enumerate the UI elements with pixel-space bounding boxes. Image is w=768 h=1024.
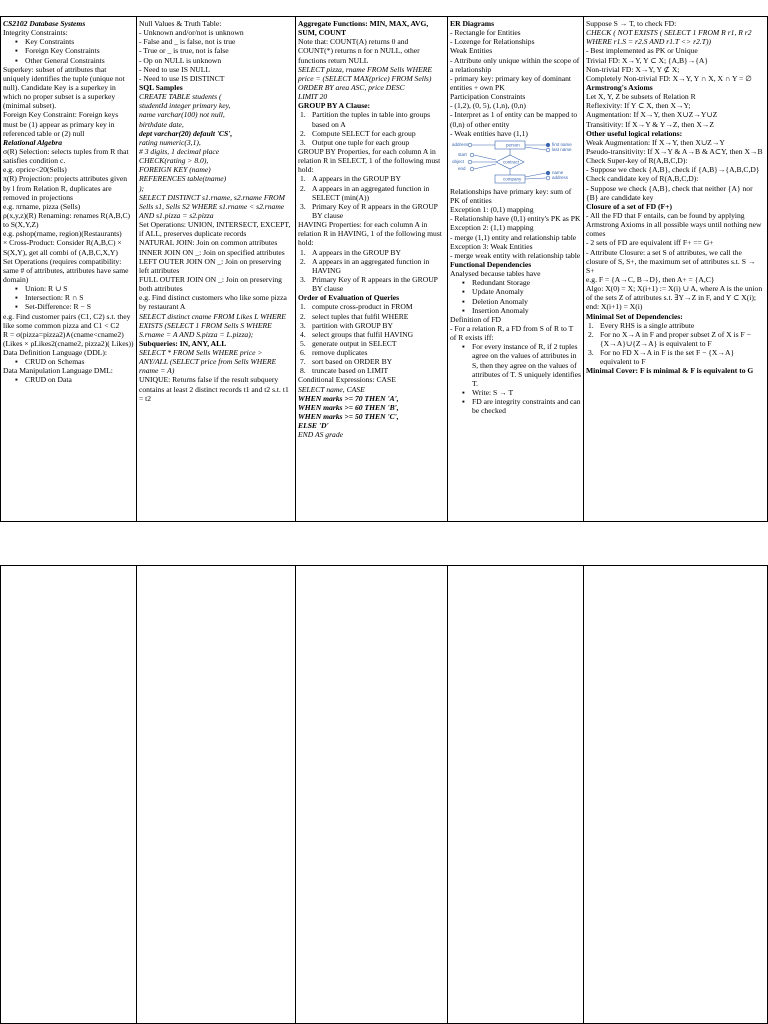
col2-line-8: CREATE TABLE students ( [139,92,222,102]
column-4 [447,16,583,522]
list-text: remove duplicates [312,348,368,358]
list-text: truncate based on LIMIT [312,366,389,376]
col4-line-26: ▪ For every instance of R, if 2 tuples agree on the values of attributes in S, then they agree on the values of attributes of T. S uniquely identifies T. [450,342,581,388]
col4-line-22: ▪ Deletion Anomaly [450,297,581,306]
er-relationship: contract [503,159,520,165]
col5-line-23: Algo: X(0) = X; X(i+1) := X(i) ∪ A, where A is the union of the sets Z of attributes s.t. ∃Y→Z in F, and Y ⊂ X(i); end: X(i+1) = X(i) [586,284,763,312]
col2-line-13: rating numeric(3,1), [139,137,201,147]
list-text: Every RHS is a single attribute [600,320,695,330]
list-text: A appears in an aggregated function in HAVING [312,256,430,275]
col1-line-15: Set Operations (requires compatibility: same # of attributes, attributes have same domain) [3,256,129,284]
col4-line-13: - Relationship have (0,1) entity's PK as PK [450,214,581,224]
col5-line-25 [586,321,765,330]
col4-line-19: Analysed because tables have [450,269,541,279]
empty-column-5 [583,565,768,1024]
cheatsheet-page-top [0,16,768,522]
list-text: Primary Key of R appears in the GROUP BY clause [312,201,438,220]
col1-line-18: ▪ Set-Difference: R − S [3,302,134,311]
col5-line-19: - All the FD that F entails, can be found by applying Armstrong Axioms in all possible ways until nothing new comes [586,210,762,239]
col5-line-5: Completely Non-trivial FD: X→Y, Y ∩ X, X ∩ Y = ∅ [586,73,752,83]
col4-line-28: ▪ FD are integrity constraints and can be checked [450,397,581,415]
col3-line-32: END AS grade [298,430,343,440]
col3-line-5: GROUP BY A Clause: [298,101,371,111]
col4-line-1: - Rectangle for Entities [450,28,521,38]
col5-line-17: - Suppose we check {A,B}, check that neither {A} nor {B} are candidate key [586,183,753,202]
col5-line-18: Closure of a set of FD (F+) [586,201,673,211]
er-label-right-3: address [552,174,569,180]
col2-line-3: - True or _ is true, not is false [139,46,229,56]
list-text: Compute SELECT for each group [312,128,416,138]
empty-column-4 [447,565,583,1024]
er-entity-0: person [506,142,520,148]
er-diagram [450,140,578,184]
col5-line-21: - Attribute Closure: a set S of attributes, we call the closure of S, S+, the maximum set of attributes s.t. S → S+ [586,247,756,275]
empty-column-2 [136,565,295,1024]
col3-line-31: ELSE 'D' [298,421,329,431]
col4-line-6: Participation Constraints [450,92,526,102]
col3-line-15 [298,257,445,275]
empty-column-1 [0,565,136,1024]
list-text: A appears in an aggregated function in SELECT (min(A)) [312,183,430,202]
col3-line-3: ORDER BY area ASC, price DESC [298,82,405,92]
col2-line-25: e.g. Find distinct customers who like some pizza by restaurant A [139,293,287,312]
col2-line-4: - Op on NULL is unknown [139,55,222,65]
col5-line-6: Armstrong's Axioms [586,82,653,92]
col3-line-0: Aggregate Functions: MIN, MAX, AVG, SUM, COUNT [298,19,429,38]
er-label-right-2: name [552,169,564,175]
er-entity-1: company [503,176,522,182]
list-text: Partition the tuples in table into groups based on A [312,110,431,129]
col4-line-21: ▪ Update Anomaly [450,287,581,296]
col2-line-5: - Need to use IS NULL [139,64,211,74]
col5-line-28: Minimal Cover: F is minimal & F is equivalent to G [586,366,754,376]
col1-line-7: Relational Algebra [3,137,62,147]
col2-line-10: name varchar(100) not null, [139,110,225,120]
col5-line-20: - 2 sets of FD are equivalent iff F+ == G+ [586,238,714,248]
col3-line-7 [298,129,445,138]
col1-line-9: e.g. σprice<20(Sells) [3,165,67,175]
col1-line-14: × Cross-Product: Consider R(A,B,C) × S(X,Y), get all combi of (A,B,C,X,Y) [3,238,122,257]
col5-line-2: - Best implemented as PK or Unique [586,46,698,56]
col3-line-17: Order of Evaluation of Queries [298,293,400,303]
list-text: A appears in the GROUP BY [312,247,401,257]
er-attr-dot [546,143,550,147]
col3-line-6 [298,110,445,128]
col3-line-22 [298,339,445,348]
column-5 [583,16,768,522]
col1-line-11: e.g. πrname, pizza (Sells) [3,201,81,211]
col2-line-2: - False and _ is false, not is true [139,37,236,47]
list-number: 1. [300,302,306,312]
col3-line-25 [298,366,445,375]
col2-line-0: Null Values & Truth Table: [139,19,222,28]
col2-line-29: UNIQUE: Returns false if the result subquery contains at least 2 distinct records t1 and t2 s.t. t1 = t2 [139,375,289,403]
col5-line-7: Let X, Y, Z be subsets of Relation R [586,92,696,102]
col4-line-25: - For a relation R, a FD from S of R to T of R exists iff: [450,323,574,343]
col3-line-1: Note that: COUNT(A) returns 0 and COUNT(*) returns n for n NULL, other functions return NULL [298,37,420,65]
col1-line-8: σ(R) Selection: selects tuples from R that satisfies condition c. [3,146,129,166]
col5-line-22: e.g. F = {A→C, B→D}, then A+ = {A,C} [586,274,715,284]
col5-line-14: Check Super-key of R(A,B,C,D): [586,156,688,166]
col1-line-19: e.g. Find customer pairs (C1, C2) s.t. they like some common pizza and C1 < C2 [3,311,131,330]
col2-line-26: SELECT distinct cname FROM Likes L WHERE EXISTS (SELECT 1 FROM Sells S WHERE S.rname = A AND S.pizza = L.pizza); [139,311,286,339]
list-number: 1. [300,247,306,257]
col2-line-22: INNER JOIN ON _: Join on specified attributes [139,247,285,257]
col2-line-1: - Unknown and/or/not is unknown [139,28,244,38]
col2-line-15: CHECK(rating > 8.0), [139,156,209,166]
col2-line-27: Subqueries: IN, ANY, ALL [139,338,227,348]
list-text: select groups that fulfil HAVING [312,329,414,339]
col3-line-16 [298,275,445,293]
col4-line-9: - Weak entities have (1,1) [450,128,528,138]
col5-line-26 [586,330,765,348]
col2-line-14: # 3 digits, 1 decimal place [139,146,220,156]
col4-line-18: Functional Dependencies [450,259,532,269]
col1-line-20: R = σ(pizza=pizza2)∧(cname<cname2) (Likes × ρLikes2(cname2, pizza2)( Likes)) [3,329,134,348]
col2-line-28: SELECT * FROM Sells WHERE price > ANY/ALL (SELECT price from Sells WHERE rname = A) [139,348,277,376]
list-number: 1. [588,320,594,330]
col5-line-24: Minimal Set of Dependencies: [586,311,683,321]
col4-line-3: Weak Entities [450,46,493,56]
col4-line-0: ER Diagrams [450,19,495,28]
list-number: 3. [300,137,306,147]
col5-line-16: Check candidate key of R(A,B,C,D): [586,174,699,184]
col4-line-8: - Interpret as 1 of entity can be mapped to (0,n) of other entity [450,110,578,129]
col3-line-14 [298,248,445,257]
col2-line-19: SELECT DISTINCT s1.rname, s2.rname FROM Sells s1, Sells S2 WHERE s1.rname < s2.rname AND s1.pizza = s2.pizza [139,192,285,220]
col3-line-19 [298,312,445,321]
col3-line-20 [298,321,445,330]
list-number: 1. [300,174,306,184]
col2-line-12: dept varchar(20) default 'CS', [139,128,233,138]
col5-line-0: Suppose S → T, to check FD: [586,19,677,28]
list-number: 8. [300,366,306,376]
list-number: 2. [588,329,594,339]
col3-line-27: SELECT name, CASE [298,384,365,394]
list-number: 6. [300,348,306,358]
col1-line-1: Integrity Constraints: [3,28,68,38]
col2-line-24: FULL OUTER JOIN ON _: Join on preserving both attributes [139,274,282,294]
col4-line-14: Exception 2: (1,1) mapping [450,223,534,233]
col4-line-15: - merge (1,1) entity and relationship table [450,232,577,242]
col2-line-11: birthdate date, [139,119,184,129]
col3-line-9: GROUP BY Properties, for each column A in relation R in SELECT, 1 of the following must hold: [298,146,441,175]
col3-line-26: Conditional Expressions: CASE [298,375,396,385]
col3-line-13: HAVING Properties: for each column A in relation R in HAVING, 1 of the following must hold: [298,220,442,248]
col5-line-8: Reflexivity: If Y ⊂ X, then X→Y; [586,101,691,111]
col2-line-17: REFERENCES table(tname) [139,174,227,184]
er-label-right-0: first name [552,141,572,147]
col1-line-6: Foreign Key Constraint: Foreign keys must be (1) appear as primary key in referenced table or (2) null [3,110,119,138]
col3-line-23 [298,348,445,357]
col4-line-27: ▪ Write: S → T [450,388,581,397]
col2-line-21: NATURAL JOIN: Join on common attributes [139,238,278,248]
col1-line-0: CS2102 Database Systems [3,19,86,28]
list-number: 3. [300,201,306,211]
col1-line-23: Data Manipulation Language DML: [3,366,113,376]
col1-line-12: ρ(x,y,z)(R) Renaming: renames R(A,B,C) to S(X,Y,Z) [3,210,131,230]
col4-line-2: - Lozenge for Relationships [450,37,535,47]
list-text: For no X→A in F and proper subset Z of X is F − {X→A}∪{Z→A} is equivalent to F [600,329,751,348]
col1-line-2: ▪ Key Constraints [3,37,134,46]
col1-line-16: ▪ Union: R ∪ S [3,284,134,293]
col1-line-22: ▪ CRUD on Schemas [3,357,134,366]
col1-line-21: Data Definition Language (DDL): [3,348,107,358]
list-number: 5. [300,338,306,348]
col5-line-27 [586,348,765,366]
er-label-right-1: last name [552,146,572,152]
col4-line-20: ▪ Redundant Storage [450,278,581,287]
col2-line-6: - Need to use IS DISTINCT [139,73,225,83]
col5-line-12: Weak Augmentation: If X→Y, then X∪Z→Y [586,137,725,147]
col4-line-5: - primary key: primary key of dominant entities + own PK [450,73,572,92]
col4-line-7: - (1,2), (0, 5), (1,n), (0,n) [450,101,526,111]
cheatsheet-page-bottom-empty [0,565,768,1024]
col1-line-13: e.g. ρshop(rname, region)(Restaurants) [3,229,122,239]
er-attr-circle [468,143,472,147]
col4-line-4: - Attribute only unique within the scope of a relationship [450,55,580,74]
col5-line-4: Non-trivial FD: X→Y, Y ⊄ X; [586,64,680,74]
list-text: generate output in SELECT [312,338,397,348]
list-number: 2. [300,256,306,266]
er-label-left-1: start [458,151,467,157]
col1-line-4: ▪ Other General Constraints [3,56,134,65]
er-label-left-3: end [458,165,466,171]
col2-line-9: studentId integer primary key, [139,101,231,111]
list-text: A appears in the GROUP BY [312,174,401,184]
col3-line-10 [298,174,445,183]
list-number: 3. [300,274,306,284]
col3-line-29: WHEN marks >= 60 THEN 'B', [298,402,399,412]
list-number: 2. [300,128,306,138]
col2-line-7: SQL Samples [139,82,183,92]
er-label-left-0: address [452,141,469,147]
col1-line-24: ▪ CRUD on Data [3,375,134,384]
list-text: select tuples that fulfil WHERE [312,311,409,321]
col3-line-4: LIMIT 20 [298,92,328,102]
col5-line-11: Other useful logical relations: [586,128,683,138]
col4-line-24: Definition of FD [450,314,502,324]
list-number: 3. [588,348,594,358]
list-number: 3. [300,320,306,330]
col4-line-12: Exception 1: (0,1) mapping [450,205,534,215]
list-text: partition with GROUP BY [312,320,393,330]
er-label-left-2: object [452,158,465,164]
col4-line-23: ▪ Insertion Anomaly [450,306,581,315]
col2-line-20: Set Operations: UNION, INTERSECT, EXCEPT, if ALL, preserves duplicate records [139,220,291,239]
col5-line-3: Trivial FD: X→Y, Y ⊂ X; {A,B}→{A} [586,55,709,65]
column-2 [136,16,295,522]
col1-line-3: ▪ Foreign Key Constraints [3,46,134,55]
list-text: Primary Key of R appears in the GROUP BY clause [312,274,438,294]
col2-line-16: FOREIGN KEY (name) [139,165,211,175]
col4-line-17: - merge weak entity with relationship table [450,250,581,260]
col5-line-13: Pseudo-transitivity: If X→Y & A→B & A⊂Y, then X→B [586,146,763,156]
col5-line-15: - Suppose we check {A,B}, check if {A,B}→{A,B,C,D} [586,165,760,175]
col4-line-11: Relationships have primary key: sum of PK of entities [450,186,572,205]
list-number: 2. [300,311,306,321]
col3-line-30: WHEN marks >= 50 THEN 'C', [298,412,399,422]
col1-line-10: π(R) Projection: projects attributes given by l from Relation R, duplicates are removed in projections [3,174,128,202]
col2-line-23: LEFT OUTER JOIN ON _: Join on preserving left attributes [139,256,282,275]
col3-line-28: WHEN marks >= 70 THEN 'A', [298,393,399,403]
col3-line-21 [298,330,445,339]
list-number: 1. [300,110,306,120]
column-3 [295,16,447,522]
col5-line-10: Transitivity: If X→Y & Y→Z, then X→Z [586,119,715,129]
col5-line-9: Augmentation: If X→Y, then X∪Z→Y∪Z [586,110,718,120]
list-number: 4. [300,329,306,339]
list-number: 2. [300,183,306,193]
empty-column-3 [295,565,447,1024]
col3-line-2: SELECT pizza, rname FROM Sells WHERE price = (SELECT MAX(price) FROM Sells) [298,64,433,83]
column-1 [0,16,136,522]
col3-line-18 [298,302,445,311]
col2-line-18: ); [139,183,145,193]
list-text: Output one tuple for each group [312,137,410,147]
list-text: sort based on ORDER BY [312,357,393,367]
col5-line-1: CHECK ( NOT EXISTS ( SELECT 1 FROM R r1, R r2 WHERE r1.S = r2.S AND r1.T <> r2.T)) [586,28,752,47]
col1-line-17: ▪ Intersection: R ∩ S [3,293,134,302]
col3-line-11 [298,184,445,202]
col3-line-24 [298,357,445,366]
col4-line-16: Exception 3: Weak Entities [450,241,533,251]
list-text: For no FD X→A in F is the set F − {X→A} equivalent to F [600,348,735,367]
col3-line-12 [298,202,445,220]
col3-line-8 [298,138,445,147]
col1-line-5: Superkey: subset of attributes that uniquely identifies the tuple (unique not null). Candidate Key is a superkey in which no proper subset is a superkey (minimal subset). [3,64,125,111]
list-number: 7. [300,357,306,367]
list-text: compute cross-product in FROM [312,302,413,312]
